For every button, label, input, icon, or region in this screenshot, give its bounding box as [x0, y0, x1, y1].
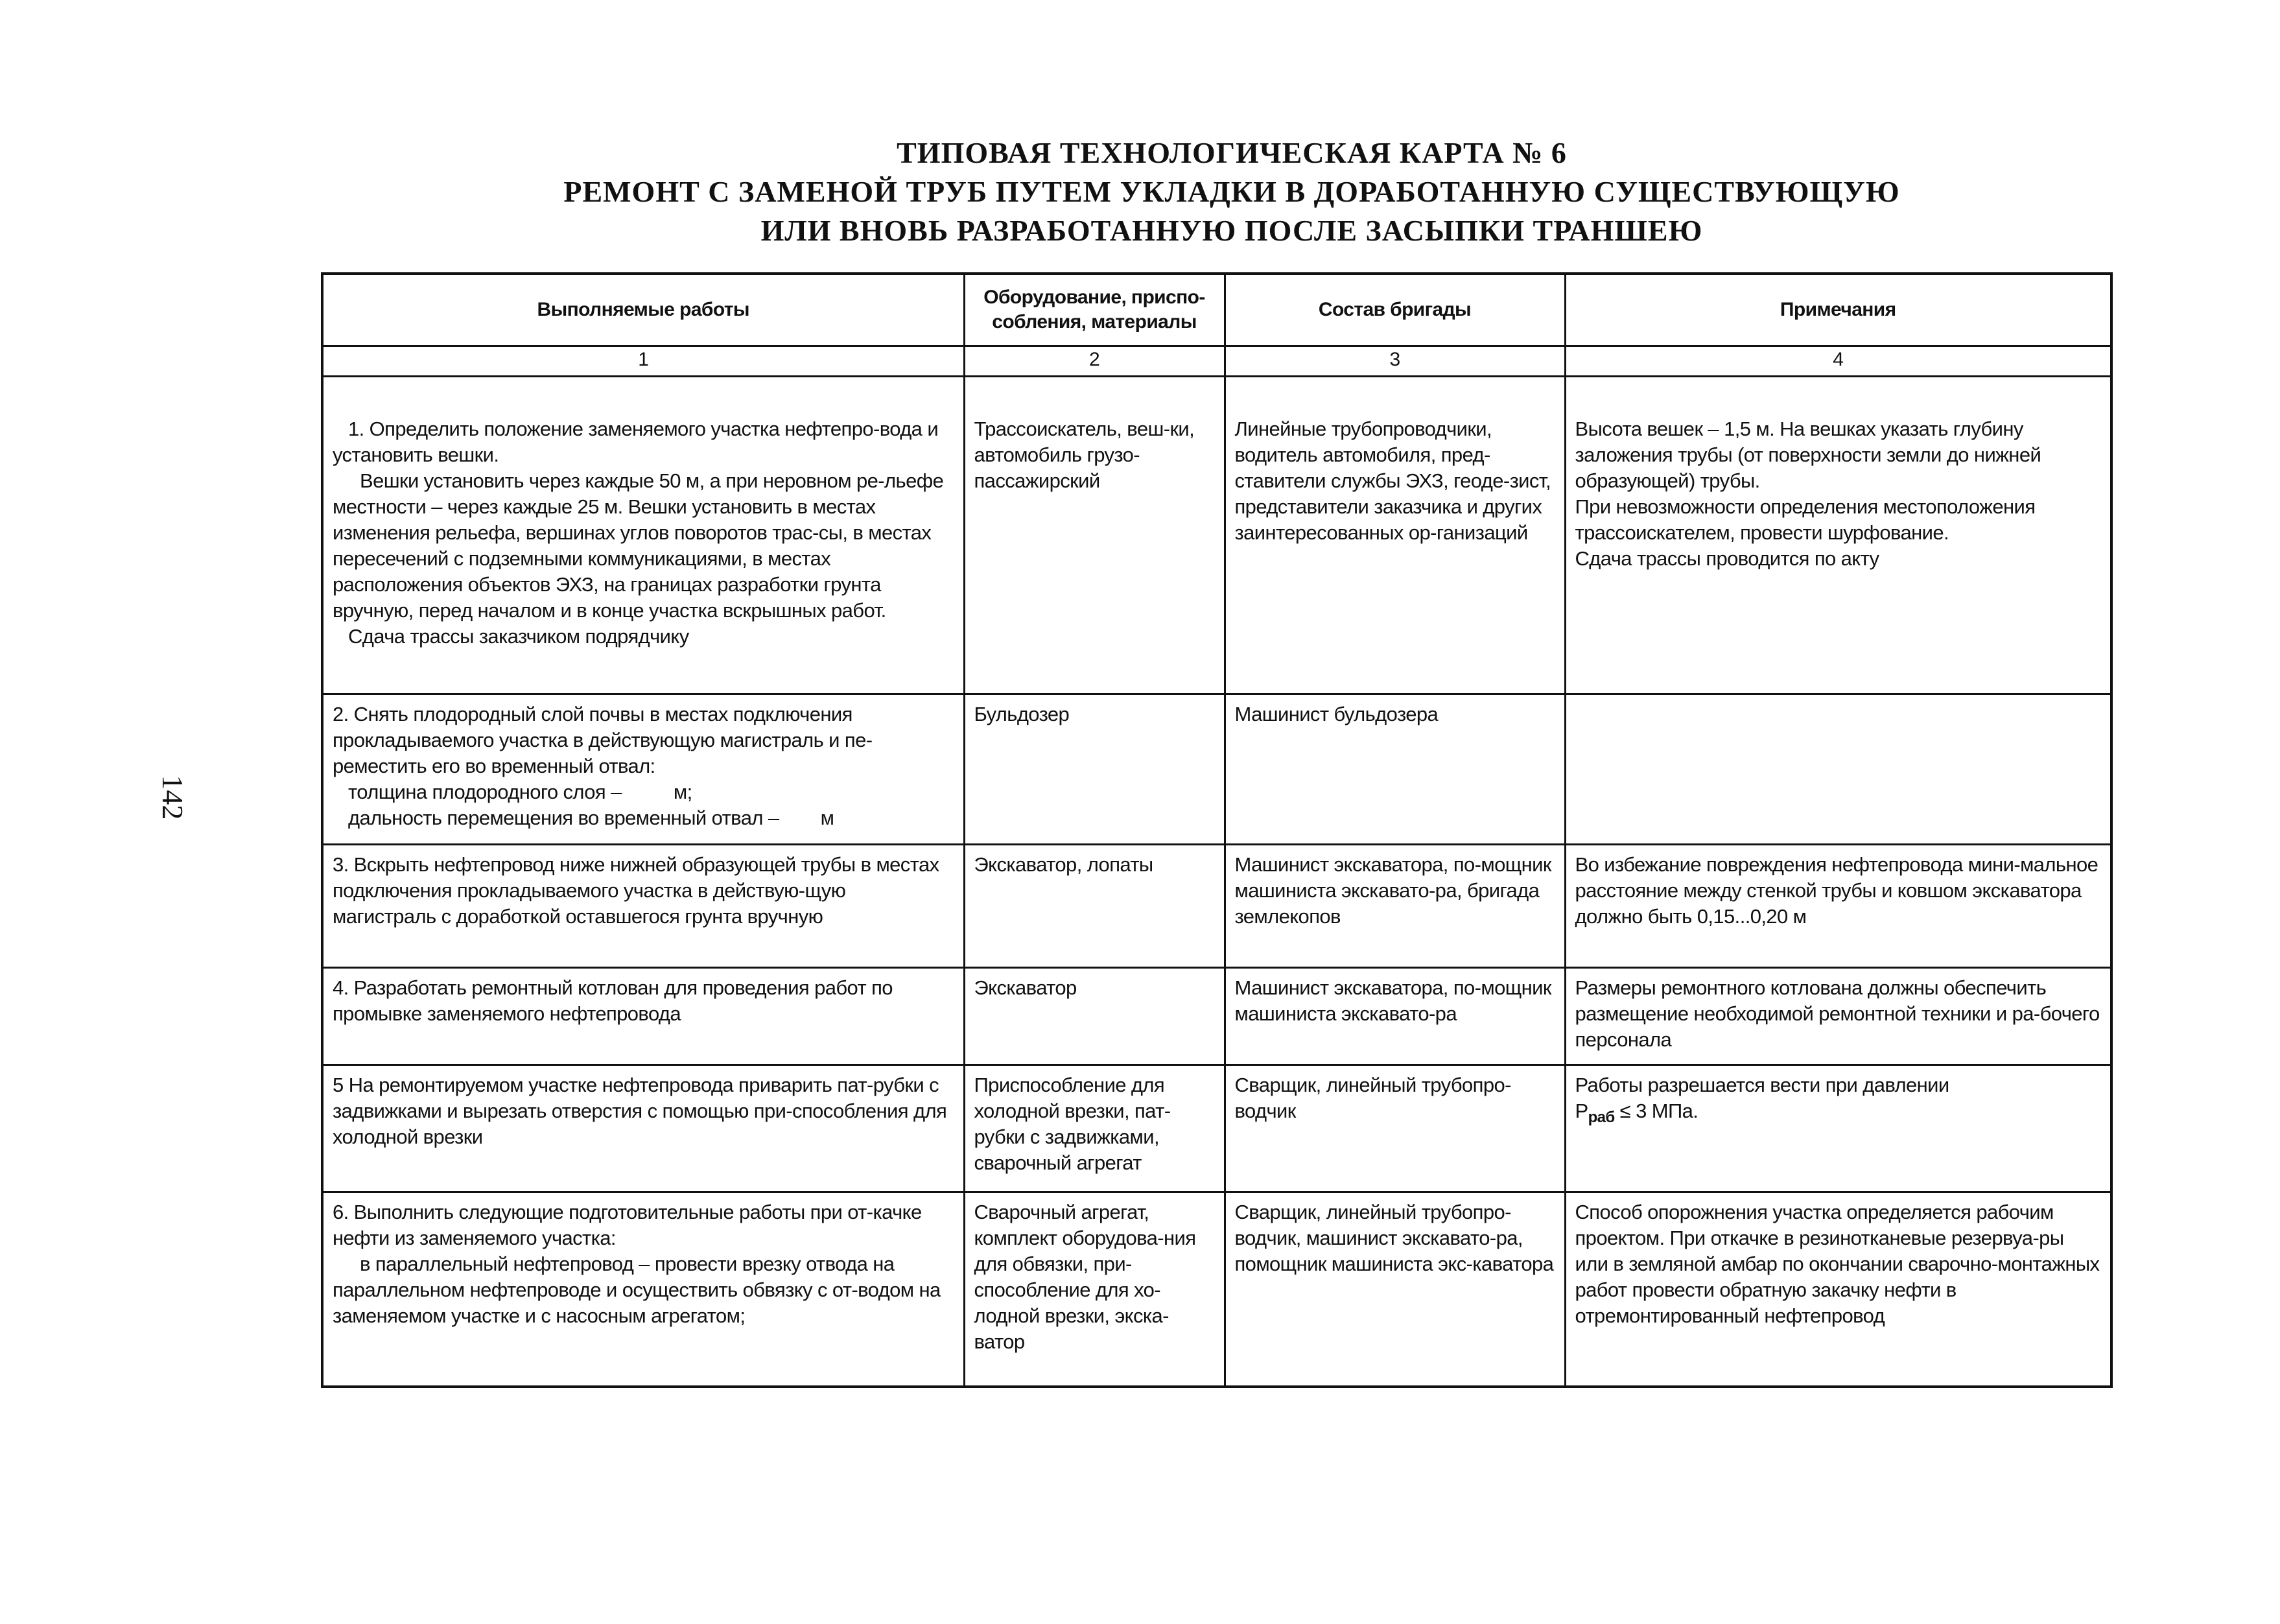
equipment-cell: Бульдозер — [964, 694, 1225, 845]
works-text: Сдача трассы заказчиком подрядчику — [348, 625, 689, 648]
notes-text: Работы разрешается вести при давлении — [1575, 1074, 1949, 1096]
works-cell: 4. Разработать ремонтный котлован для проведения работ по промывке заменяемого нефтепровода — [322, 968, 964, 1065]
pressure-subscript: раб — [1588, 1109, 1615, 1127]
works-cell — [322, 1192, 964, 1387]
header-equipment: Оборудование, приспо-собления, материалы — [964, 274, 1225, 346]
equipment-cell: Сварочный агрегат, комплект оборудова-ния для обвязки, при-способление для хо-лодной врезки, экска-ватор — [964, 1192, 1225, 1387]
notes-cell — [1565, 694, 2111, 845]
works-text: 1. Определить положение заменяемого участка нефтепро-вода и установить вешки. — [333, 418, 939, 466]
column-number: 4 — [1565, 346, 2111, 377]
pressure-limit: ≤ 3 МПа. — [1614, 1100, 1698, 1122]
pressure-formula — [1575, 1098, 2102, 1131]
crew-cell: Сварщик, линейный трубопро-водчик — [1225, 1065, 1565, 1192]
column-number: 2 — [964, 346, 1225, 377]
works-text: толщина плодородного слоя – м; — [348, 781, 692, 803]
equipment-cell: Экскаватор, лопаты — [964, 845, 1225, 968]
works-cell: 5 На ремонтируемом участке нефтепровода приварить пат-рубки с задвижками и вырезать отверстия с помощью при-способления для холодной врезки — [322, 1065, 964, 1192]
table-row — [322, 968, 2111, 1065]
works-text: Вешки установить через каждые 50 м, а при неровном ре-льефе местности – через каждые 25 м. Вешки установить в местах изменения рельефа, вершинах углов поворотов трас-сы, в местах пересечений с подземными коммуникациями, в местах расположения объектов ЭХЗ, на границах разработки грунта вручную, перед началом и в конце участка вскрышных работ. — [333, 469, 944, 622]
column-numbers-row — [322, 346, 2111, 377]
works-cell — [322, 694, 964, 845]
table-row — [322, 845, 2111, 968]
notes-cell — [1565, 377, 2111, 694]
works-text: 6. Выполнить следующие подготовительные работы при от-качке нефти из заменяемого участка: — [333, 1201, 922, 1249]
header-works: Выполняемые работы — [322, 274, 964, 346]
notes-text: Сдача трассы проводится по акту — [1575, 547, 1879, 570]
notes-cell: Размеры ремонтного котлована должны обеспечить размещение необходимой ремонтной техники и ра-бочего персонала — [1565, 968, 2111, 1065]
title-line-1: ТИПОВАЯ ТЕХНОЛОГИЧЕСКАЯ КАРТА № 6 — [897, 136, 1567, 169]
crew-cell: Машинист экскаватора, по-мощник машиниста экскавато-ра — [1225, 968, 1565, 1065]
header-crew: Состав бригады — [1225, 274, 1565, 346]
notes-cell — [1565, 1065, 2111, 1192]
column-number: 3 — [1225, 346, 1565, 377]
works-cell — [322, 377, 964, 694]
crew-cell: Машинист экскаватора, по-мощник машиниста экскавато-ра, бригада землекопов — [1225, 845, 1565, 968]
crew-cell: Сварщик, линейный трубопро-водчик, машинист экскавато-ра, помощник машиниста экс-каватора — [1225, 1192, 1565, 1387]
table-row — [322, 1192, 2111, 1387]
table-row — [322, 1065, 2111, 1192]
header-notes: Примечания — [1565, 274, 2111, 346]
notes-cell: Во избежание повреждения нефтепровода мини-мальное расстояние между стенкой трубы и ковшом экскаватора должно быть 0,15...0,20 м — [1565, 845, 2111, 968]
crew-cell: Линейные трубопроводчики, водитель автомобиля, пред-ставители службы ЭХЗ, геоде-зист, представители заказчика и других заинтересованных ор-ганизаций — [1225, 377, 1565, 694]
equipment-cell: Трассоискатель, веш-ки, автомобиль грузо-пассажирский — [964, 377, 1225, 694]
crew-cell: Машинист бульдозера — [1225, 694, 1565, 845]
works-text: в параллельный нефтепровод – провести врезку отвода на параллельном нефтепроводе и осуществить обвязку с от-водом на заменяемом участке и с насосным агрегатом; — [333, 1253, 941, 1327]
equipment-cell: Экскаватор — [964, 968, 1225, 1065]
column-number: 1 — [322, 346, 964, 377]
works-text: 2. Снять плодородный слой почвы в местах подключения прокладываемого участка в действующую магистраль и пе-реместить его во временный отвал: — [333, 703, 873, 777]
table-header-row — [322, 274, 2111, 346]
document-title — [324, 134, 2139, 250]
pressure-symbol: P — [1575, 1100, 1588, 1122]
title-line-3: ИЛИ ВНОВЬ РАЗРАБОТАННУЮ ПОСЛЕ ЗАСЫПКИ ТРАНШЕЮ — [760, 214, 1703, 247]
page-number: 142 — [156, 775, 189, 820]
works-cell: 3. Вскрыть нефтепровод ниже нижней образующей трубы в местах подключения прокладываемого участка в действую-щую магистраль с доработкой оставшегося грунта вручную — [322, 845, 964, 968]
equipment-cell: Приспособление для холодной врезки, пат-рубки с задвижками, сварочный агрегат — [964, 1065, 1225, 1192]
notes-text: Высота вешек – 1,5 м. На вешках указать глубину заложения трубы (от поверхности земли до нижней образующей) трубы. — [1575, 418, 2041, 492]
title-line-2: РЕМОНТ С ЗАМЕНОЙ ТРУБ ПУТЕМ УКЛАДКИ В ДОРАБОТАННУЮ СУЩЕСТВУЮЩУЮ — [563, 175, 1900, 208]
notes-text: При невозможности определения местоположения трассоискателем, провести шурфование. — [1575, 495, 2036, 544]
works-text: дальность перемещения во временный отвал – м — [348, 806, 834, 829]
notes-cell: Способ опорожнения участка определяется рабочим проектом. При откачке в резинотканевые резервуа-ры или в земляной амбар по окончании сварочно-монтажных работ провести обратную закачку нефти в отремонтированный нефтепровод — [1565, 1192, 2111, 1387]
table-row — [322, 377, 2111, 694]
table-row — [322, 694, 2111, 845]
technology-map-table — [321, 272, 2113, 1388]
